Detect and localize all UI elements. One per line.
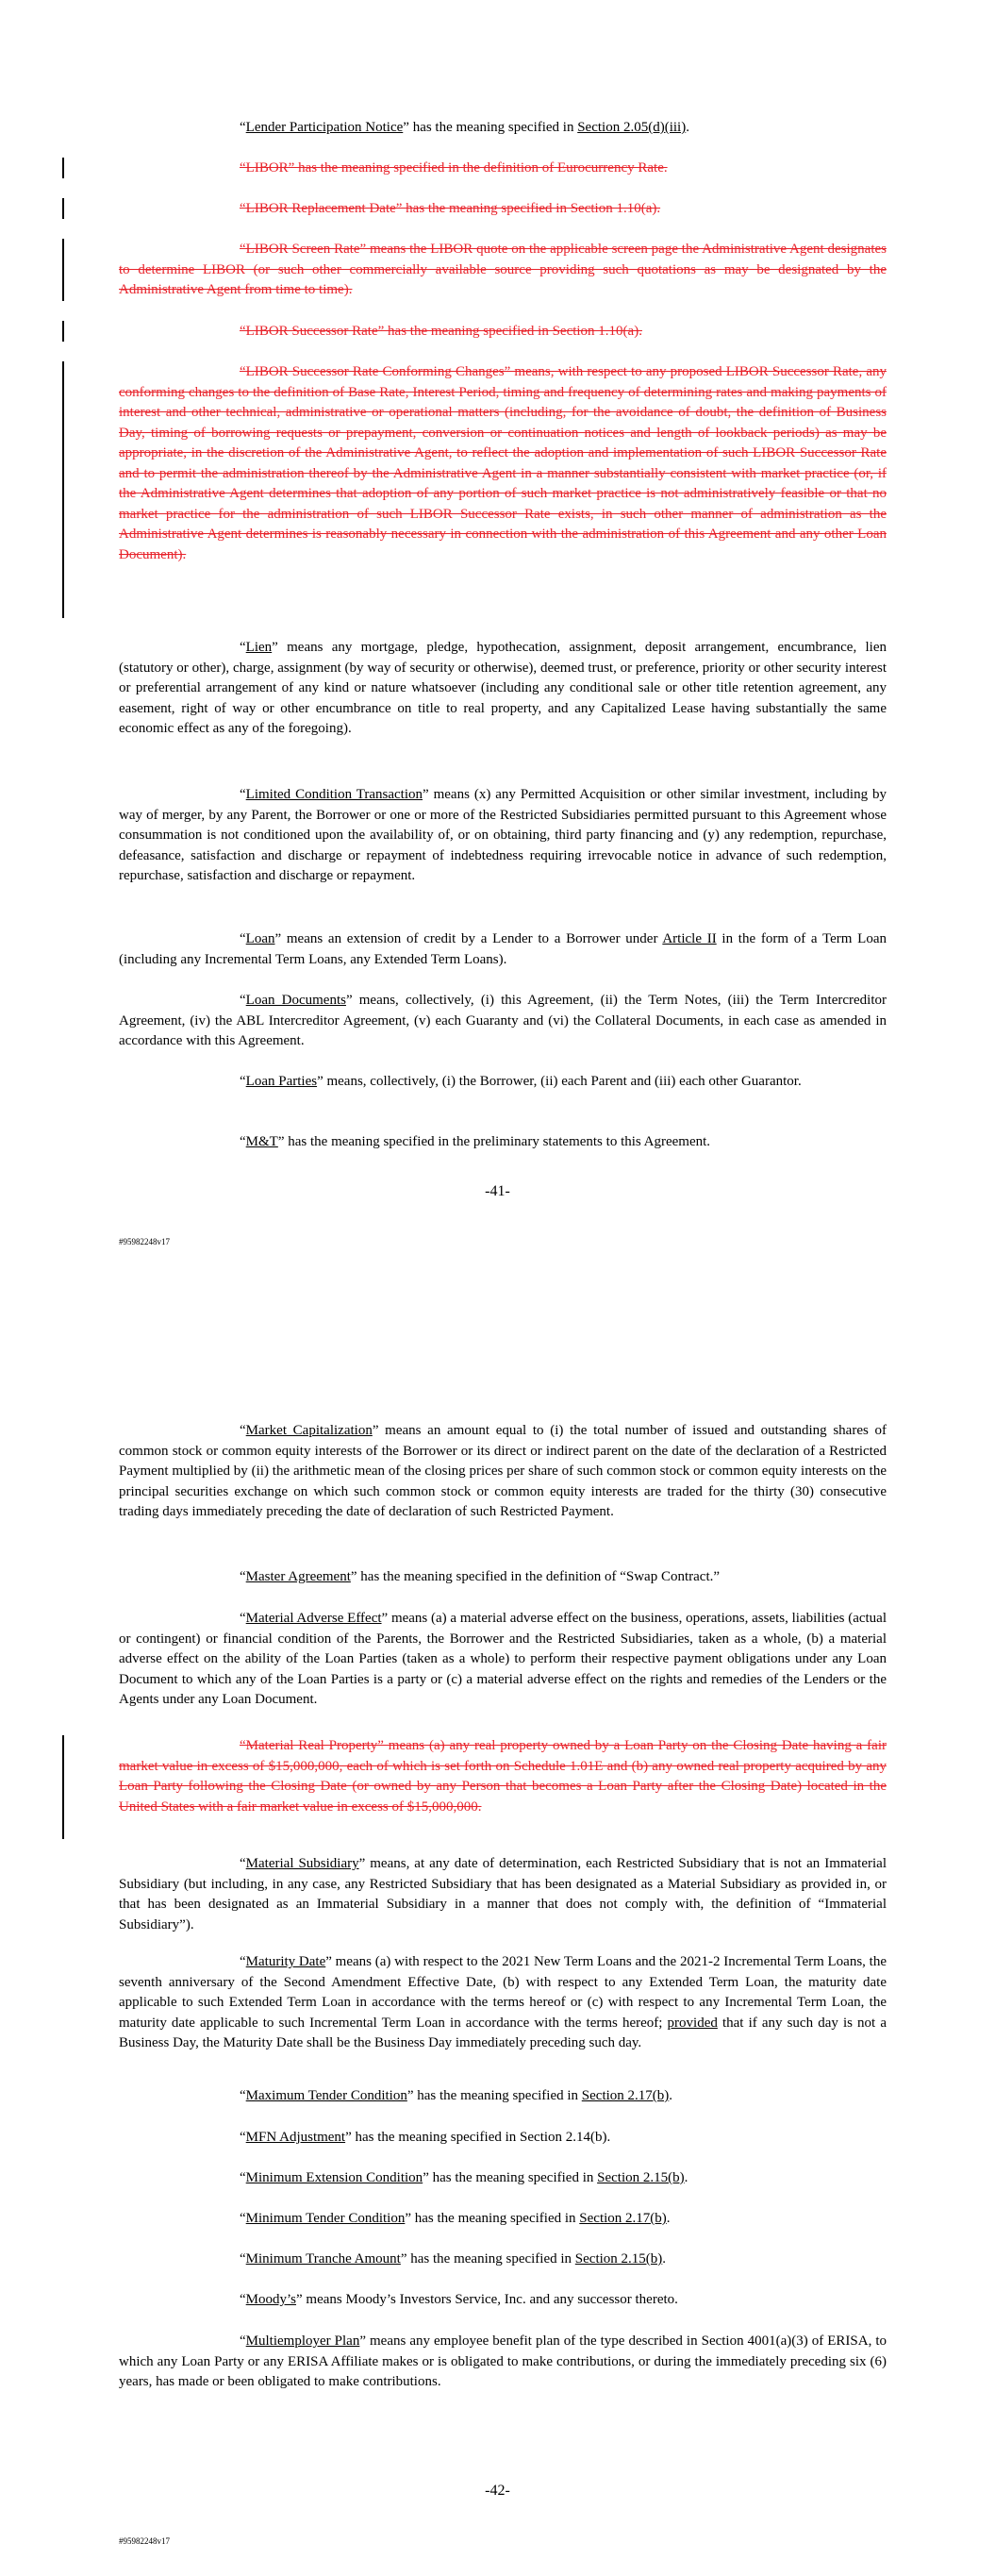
defined-term: Lender Participation Notice bbox=[245, 120, 404, 135]
defined-term: Minimum Extension Condition bbox=[245, 2170, 423, 2185]
definition-moodys: “Moody’s” means Moody’s Investors Service, Inc. and any successor thereto. bbox=[240, 2292, 678, 2307]
section-reference: Section 2.15(b) bbox=[597, 2170, 685, 2185]
definition-multiemployer-plan: “Multiemployer Plan” means any employee benefit plan of the type described in Section 4001(a)(3) of ERISA, to which any Loan Party or any ERISA Affiliate makes or is obligated to make contributions, or during the immediately preceding six (6) years, has made or been obligated to make contributions. bbox=[119, 2333, 887, 2389]
change-bar bbox=[62, 158, 64, 178]
defined-term: M&T bbox=[245, 1134, 278, 1149]
section-reference: Section 2.15(b) bbox=[574, 2251, 663, 2267]
defined-term: MFN Adjustment bbox=[245, 2130, 346, 2145]
document-id: #95982248v17 bbox=[119, 1237, 170, 1246]
defined-term: Material Adverse Effect bbox=[245, 1611, 382, 1626]
defined-term: Limited Condition Transaction bbox=[245, 787, 423, 802]
definition-minimum-tranche-amount: “Minimum Tranche Amount” has the meaning specified in Section 2.15(b). bbox=[240, 2251, 667, 2267]
deleted-definition-libor-screen-rate: “LIBOR Screen Rate” means the LIBOR quote on the applicable screen page the Administrative Agent designates to determine LIBOR (or such other commercially available source providing such quotations as may be designated by the Administrative Agent from time to time). bbox=[119, 242, 887, 297]
page-number: -42- bbox=[485, 2483, 510, 2499]
definition-material-subsidiary: “Material Subsidiary” means, at any date of determination, each Restricted Subsidiary that is not an Immaterial Subsidiary (but including, in any case, any Restricted Subsidiary that has been designated as a Material Subsidiary as provided in, or that has been designated as an Immaterial Subsidiary in a manner that does not comply with, the definition of “Immaterial Subsidiary”). bbox=[119, 1856, 887, 1932]
definition-loan-parties: “Loan Parties” means, collectively, (i) the Borrower, (ii) each Parent and (iii) each other Guarantor. bbox=[240, 1074, 802, 1089]
defined-term: Maximum Tender Condition bbox=[245, 2088, 407, 2103]
defined-term: Loan bbox=[245, 931, 275, 946]
definition-mfn-adjustment: “MFN Adjustment” has the meaning specified in Section 2.14(b). bbox=[240, 2130, 611, 2145]
defined-term: Minimum Tranche Amount bbox=[245, 2251, 401, 2267]
deleted-definition-libor: “LIBOR” has the meaning specified in the definition of Eurocurrency Rate. bbox=[240, 160, 668, 176]
defined-term: Maturity Date bbox=[245, 1954, 326, 1969]
defined-term: Loan Documents bbox=[245, 993, 346, 1008]
definition-master-agreement: “Master Agreement” has the meaning specified in the definition of “Swap Contract.” bbox=[240, 1569, 721, 1584]
defined-term: Moody’s bbox=[245, 2292, 297, 2307]
defined-term: Material Subsidiary bbox=[245, 1856, 359, 1871]
defined-term: Minimum Tender Condition bbox=[245, 2211, 406, 2226]
change-bar bbox=[62, 321, 64, 342]
definition-maturity-date: “Maturity Date” means (a) with respect to the 2021 New Term Loans and the 2021-2 Incremental Term Loans, the seventh anniversary of the Second Amendment Effective Date, (b) with respect to any Extended Term Loan, the maturity date applicable to such Extended Term Loan in accordance with the terms hereof or (c) with respect to any Incremental Term Loan, the maturity date applicable to such Incremental Term Loan in accordance with the terms hereof; provided that if any such day is not a Business Day, the Maturity Date shall be the Business Day immediately preceding such day. bbox=[119, 1954, 887, 2050]
deleted-definition-material-real-property: “Material Real Property” means (a) any real property owned by a Loan Party on the Closing Date having a fair market value in excess of $15,000,000, each of which is set forth on Schedule 1.01E and (b) any owned real property acquired by any Loan Party following the Closing Date (or owned by any Person that becomes a Loan Party after the Closing Date) located in the United States with a fair market value in excess of $15,000,000. bbox=[119, 1738, 887, 1815]
definition-minimum-extension-condition: “Minimum Extension Condition” has the meaning specified in Section 2.15(b). bbox=[240, 2170, 688, 2185]
defined-term: Market Capitalization bbox=[245, 1423, 373, 1438]
document-page-42 bbox=[0, 1288, 995, 2576]
change-bar bbox=[62, 1735, 64, 1839]
article-reference: Article II bbox=[662, 931, 717, 946]
definition-minimum-tender-condition: “Minimum Tender Condition” has the meaning specified in Section 2.17(b). bbox=[240, 2211, 671, 2226]
page-number: -41- bbox=[485, 1183, 510, 1199]
provided-keyword: provided bbox=[667, 2015, 718, 2031]
section-reference: Section 2.05(d)(iii) bbox=[577, 120, 687, 135]
document-id: #95982248v17 bbox=[119, 2536, 170, 2546]
definition-limited-condition-transaction: “Limited Condition Transaction” means (x) any Permitted Acquisition or other similar investment, including by way of merger, by any Parent, the Borrower or one or more of the Restricted Subsidiaries permitted pursuant to this Agreement whose consummation is not conditioned upon the availability of, or on obtaining, third party financing and (y) any redemption, repurchase, defeasance, satisfaction and discharge or repayment of indebtedness requiring irrevocable notice in advance of such redemption, repurchase, satisfaction and discharge or repayment. bbox=[119, 787, 887, 883]
definition-loan-documents: “Loan Documents” means, collectively, (i) this Agreement, (ii) the Term Notes, (iii) the Term Intercreditor Agreement, (iv) the ABL Intercreditor Agreement, (v) each Guaranty and (vi) the Collateral Documents, in each case as amended in accordance with this Agreement. bbox=[119, 993, 887, 1048]
section-reference: Section 2.17(b) bbox=[579, 2211, 667, 2226]
change-bar bbox=[62, 361, 64, 618]
defined-term: Loan Parties bbox=[245, 1074, 318, 1089]
defined-term: Lien bbox=[245, 640, 273, 655]
definition-market-capitalization: “Market Capitalization” means an amount equal to (i) the total number of issued and outstanding shares of common stock or common equity interests of the Borrower or its direct or indirect parent on the date of the declaration of a Restricted Payment multiplied by (ii) the arithmetic mean of the closing prices per share of such common stock or common equity interests on the principal securities exchange on which such common stock or common equity interests are traded for the thirty (30) consecutive trading days immediately preceding the date of declaration of such Restricted Payment. bbox=[119, 1423, 887, 1519]
deleted-definition-libor-successor-rate-conforming-changes: “LIBOR Successor Rate Conforming Changes” means, with respect to any proposed LIBOR Successor Rate, any conforming changes to the definition of Base Rate, Interest Period, timing and frequency of determining rates and making payments of interest and other technical, administrative or operational matters (including, for the avoidance of doubt, the definition of Business Day, timing of borrowing requests or prepayment, conversion or continuation notices and length of lookback periods) as may be appropriate, in the discretion of the Administrative Agent, to reflect the adoption and implementation of such LIBOR Successor Rate and to permit the administration thereof by the Administrative Agent in a manner substantially consistent with market practice (or, if the Administrative Agent determines that adoption of any portion of such market practice is not administratively feasible or that no market practice for the administration of such LIBOR Successor Rate exists, in such other manner of administration as the Administrative Agent determines is reasonably necessary in connection with the administration of this Agreement and any other Loan Document). bbox=[119, 364, 887, 562]
change-bar bbox=[62, 198, 64, 219]
defined-term: Multiemployer Plan bbox=[245, 2333, 360, 2349]
definition-loan: “Loan” means an extension of credit by a Lender to a Borrower under Article II in the form of a Term Loan (including any Incremental Term Loans, any Extended Term Loans). bbox=[119, 931, 887, 967]
change-bar bbox=[62, 239, 64, 301]
deleted-definition-libor-replacement-date: “LIBOR Replacement Date” has the meaning specified in Section 1.10(a). bbox=[240, 201, 661, 216]
deleted-definition-libor-successor-rate: “LIBOR Successor Rate” has the meaning specified in Section 1.10(a). bbox=[240, 324, 642, 339]
defined-term: Master Agreement bbox=[245, 1569, 351, 1584]
definition-lender-participation-notice: “Lender Participation Notice” has the meaning specified in Section 2.05(d)(iii). bbox=[240, 120, 689, 135]
definition-maximum-tender-condition: “Maximum Tender Condition” has the meaning specified in Section 2.17(b). bbox=[240, 2088, 673, 2103]
definition-m-and-t: “M&T” has the meaning specified in the preliminary statements to this Agreement. bbox=[240, 1134, 711, 1149]
section-reference: Section 2.17(b) bbox=[581, 2088, 670, 2103]
definition-lien: “Lien” means any mortgage, pledge, hypothecation, assignment, deposit arrangement, encumbrance, lien (statutory or other), charge, assignment (by way of security or otherwise), deemed trust, or preference, priority or other security interest or preferential arrangement of any kind or nature whatsoever (including any conditional sale or other title retention agreement, any easement, right of way or other encumbrance on title to real property, and any Capitalized Lease having substantially the same economic effect as any of the foregoing). bbox=[119, 640, 887, 736]
definition-material-adverse-effect: “Material Adverse Effect” means (a) a material adverse effect on the business, operations, assets, liabilities (actual or contingent) or financial condition of the Parents, the Borrower and the Restricted Subsidiaries, taken as a whole, (b) a material adverse effect on the ability of the Loan Parties (taken as a whole) to perform their respective payment obligations under any Loan Document to which any of the Loan Parties is a party or (c) a material adverse effect on the rights and remedies of the Lenders or the Agents under any Loan Document. bbox=[119, 1611, 887, 1707]
